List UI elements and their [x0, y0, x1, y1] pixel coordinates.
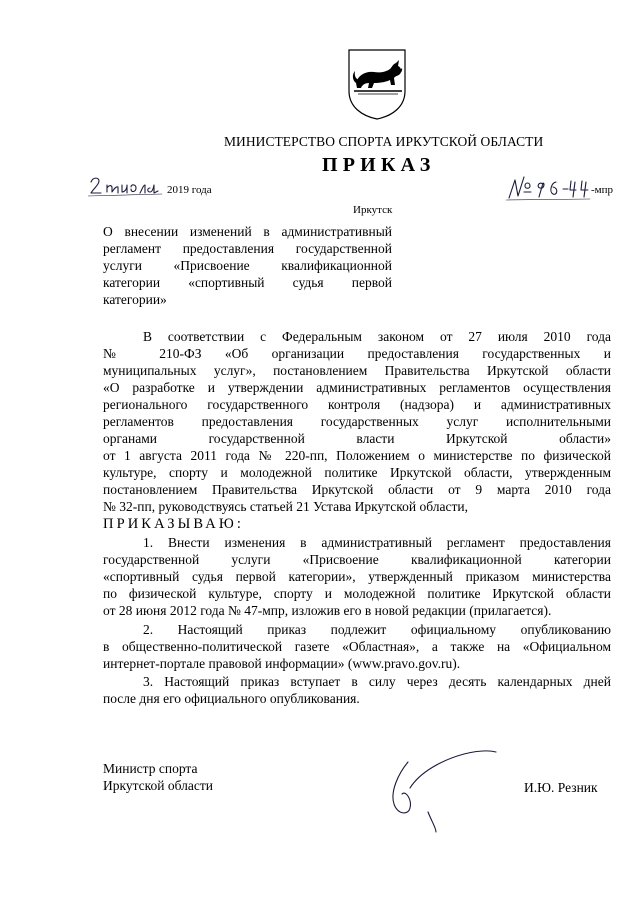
preamble-line: постановлением Правительства Иркутской области от 9 марта 2010 года: [103, 482, 611, 497]
signer-position-line: Министр спорта: [103, 761, 198, 776]
preamble-line: № 210-ФЗ «Об организации предоставления государственных и: [103, 346, 611, 361]
subject-line: О внесении изменений в административный: [103, 224, 392, 239]
item-2-line: интернет-портале правовой информации» (www.pravo.gov.ru).: [103, 656, 461, 671]
preamble-line: В соответствии с Федеральным законом от 27 июля 2010 года: [143, 329, 611, 344]
item-1-line: государственной услуги «Присвоение квалификационной категории: [103, 552, 611, 567]
preamble-line: регионального государственного контроля (надзора) и административных: [103, 397, 611, 412]
city-name: Иркутск: [353, 204, 393, 216]
signer-position-line: Иркутской области: [103, 778, 214, 793]
item-3-line: после дня его официального опубликования.: [103, 691, 360, 706]
subject-line: категории»: [103, 292, 167, 307]
handwritten-signature: [380, 742, 500, 834]
subject-line: регламент предоставления государственной: [103, 241, 392, 256]
ministry-name: МИНИСТЕРСТВО СПОРТА ИРКУТСКОЙ ОБЛАСТИ: [224, 134, 544, 149]
number-suffix: -мпр: [591, 184, 614, 196]
item-1-line: 1. Внести изменения в административный регламент предоставления: [143, 535, 611, 550]
preamble-line: от 1 августа 2011 года № 220-пп, Положением о министерстве по физической: [103, 448, 611, 463]
item-1-line: «спортивный судья первой категории», утвержденный приказом министерства: [103, 569, 611, 584]
subject-line: категории «спортивный судья первой: [103, 275, 392, 290]
preamble-line: регламентов предоставления государственных услуг исполнительными: [103, 414, 611, 429]
coat-of-arms-icon: [346, 47, 408, 121]
item-2-line: в общественно-политической газете «Областная», а также на «Официальном: [103, 639, 611, 654]
item-1-line: по физической культуре, спорту и молодежной политике Иркутской области: [103, 586, 611, 601]
item-3-line: 3. Настоящий приказ вступает в силу через десять календарных дней: [143, 674, 611, 689]
order-word: ПРИКАЗЫВАЮ:: [103, 516, 244, 532]
preamble-line: № 32-пп, руководствуясь статьей 21 Устава Иркутской области,: [103, 499, 469, 514]
preamble-line: «О разработке и утверждении административных регламентов осуществления: [103, 380, 611, 395]
handwritten-date: [88, 172, 164, 198]
item-1-line: от 28 июня 2012 года № 47-мпр, изложив его в новой редакции (прилагается).: [103, 603, 552, 618]
handwritten-number: [505, 172, 591, 202]
preamble-line: муниципальных услуг», постановлением Правительства Иркутской области: [103, 363, 611, 378]
item-2-line: 2. Настоящий приказ подлежит официальному опубликованию: [143, 622, 611, 637]
date-year: 2019 года: [167, 184, 212, 196]
document-title: ПРИКАЗ: [322, 154, 436, 176]
preamble-line: культуре, спорту и молодежной политике Иркутской области, утвержденным: [103, 465, 611, 480]
signer-name: И.Ю. Резник: [524, 780, 598, 795]
subject-line: услуги «Присвоение квалификационной: [103, 258, 392, 273]
preamble-line: органами государственной власти Иркутской области»: [103, 431, 611, 446]
